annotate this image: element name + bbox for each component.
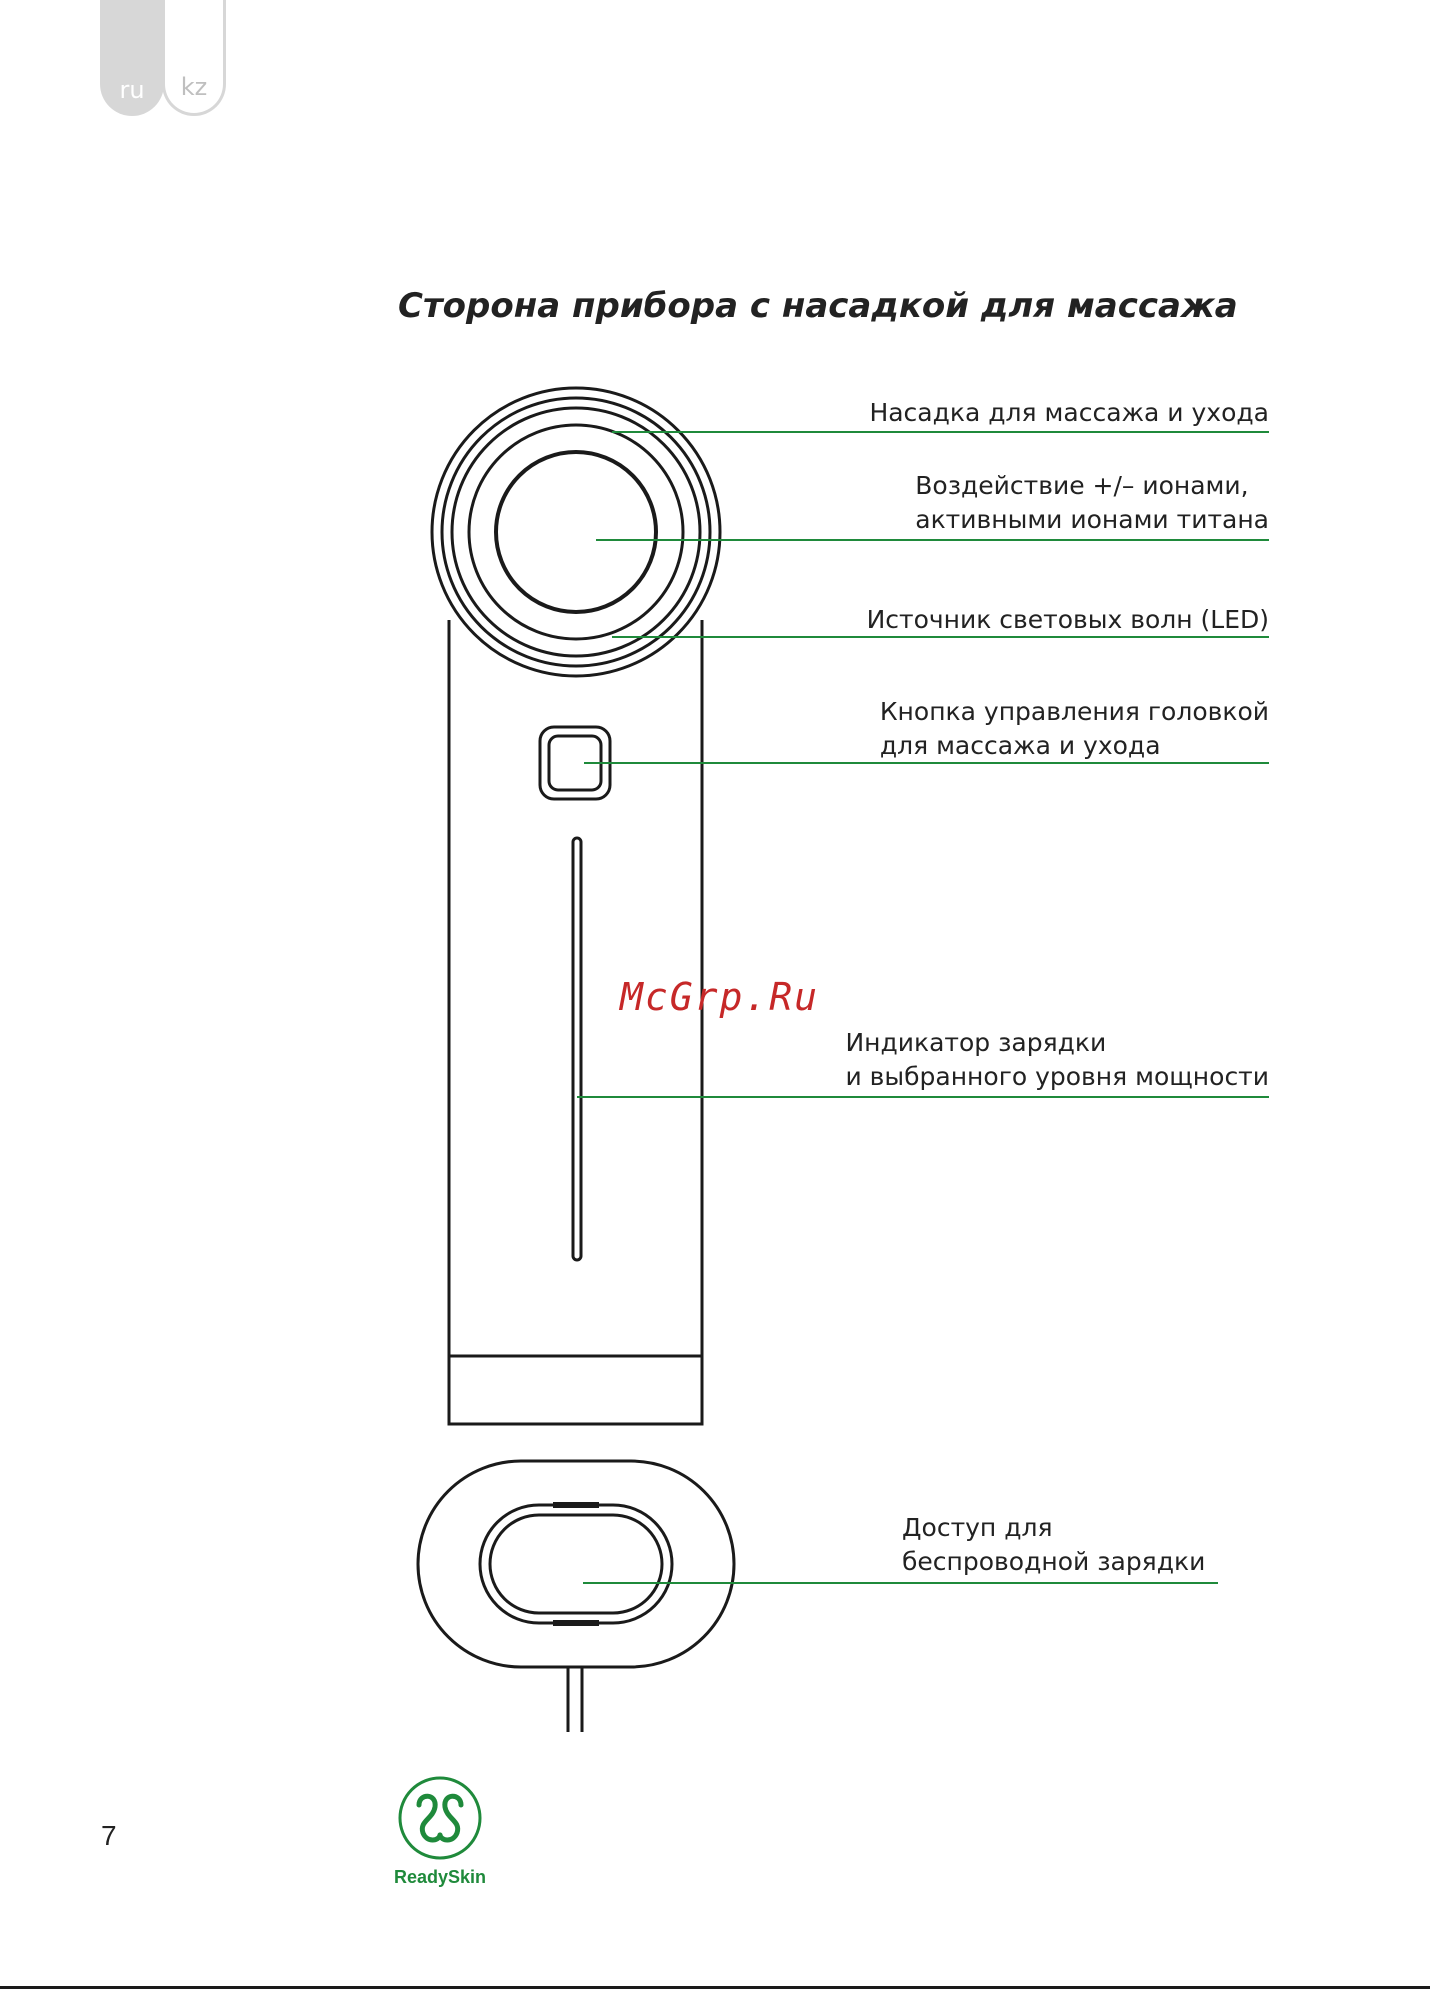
readyskin-logo-text: ReadySkin [393, 1867, 487, 1887]
callout-charging-line2: беспроводной зарядки [902, 1547, 1206, 1576]
callout-button-line1: Кнопка управления головкой [879, 697, 1269, 726]
callout-led-text: Источник световых волн (LED) [866, 605, 1269, 634]
callout-indicator-line1: Индикатор зарядки [845, 1028, 1107, 1057]
callout-led [867, 603, 1269, 637]
device-body [418, 388, 734, 1732]
device-handle-outline [449, 620, 702, 1424]
callout-button [880, 695, 1269, 763]
readyskin-logo-icon [397, 1775, 483, 1861]
charge-indicator-slot [573, 838, 581, 1260]
charging-base-pad-outer [480, 1505, 672, 1623]
bottom-rule [0, 1986, 1430, 1989]
callout-massage-head-text: Насадка для массажа и ухода [869, 398, 1269, 427]
callout-ions-line2: активными ионами титана [915, 505, 1269, 534]
callout-ions-line1: Воздействие +/– ионами, [915, 471, 1249, 500]
callout-indicator-line2: и выбранного уровня мощности [845, 1062, 1269, 1091]
charging-base-pad-inner [490, 1515, 662, 1613]
callout-ions [915, 469, 1269, 537]
page-title: Сторона прибора с насадкой для массажа [398, 286, 1238, 326]
charging-base-outer [418, 1461, 734, 1667]
readyskin-logo [390, 1775, 490, 1888]
callout-charging [902, 1511, 1205, 1579]
callout-indicator [845, 1026, 1269, 1094]
page-number: 7 [101, 1820, 117, 1851]
lang-tab-ru[interactable]: ru [100, 0, 164, 116]
callout-massage-head [869, 396, 1269, 430]
callout-charging-line1: Доступ для [902, 1513, 1053, 1542]
watermark: McGrp.Ru [620, 975, 820, 1019]
callout-button-line2: для массажа и ухода [879, 731, 1161, 760]
lang-tab-kz[interactable]: kz [162, 0, 226, 116]
